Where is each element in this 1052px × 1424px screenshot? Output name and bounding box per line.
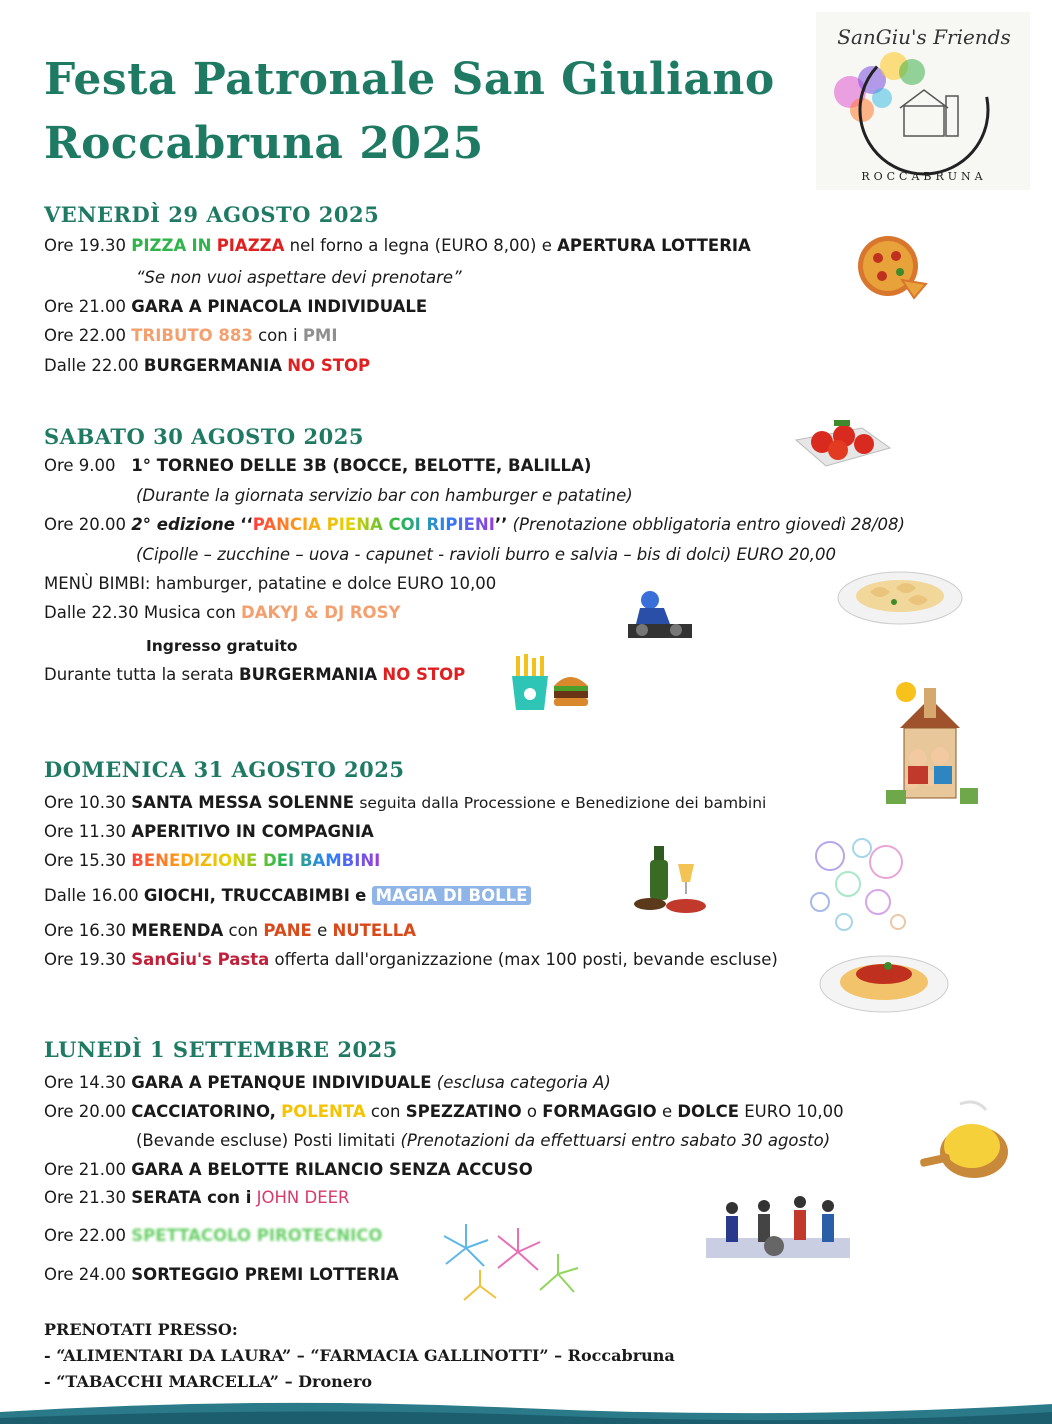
sunday-line-5: Ore 16.30 MERENDA con PANE e NUTELLA [44, 921, 416, 940]
monday-line-6: Ore 24.00 SORTEGGIO PREMI LOTTERIA [44, 1265, 399, 1284]
reservations-line-2: - “TABACCHI MARCELLA” – Dronero [44, 1372, 373, 1391]
saturday-line-4: Dalle 22.30 Musica con DAKYJ & DJ ROSY [44, 603, 401, 622]
sunday-heading: DOMENICA 31 AGOSTO 2025 [44, 757, 405, 782]
logo-script: SanGiu's Friends [837, 25, 1011, 49]
friday-line-3: Ore 22.00 TRIBUTO 883 con i PMI [44, 326, 338, 345]
sunday-line-4: Dalle 16.00 GIOCHI, TRUCCABIMBI e MAGIA DI BOLLE [44, 886, 531, 905]
friday-line-4: Dalle 22.00 BURGERMANIA NO STOP [44, 356, 371, 375]
pizza-icon [852, 232, 928, 304]
friday-line-1: Ore 19.30 PIZZA IN PIAZZA nel forno a legna (EURO 8,00) e APERTURA LOTTERIA [44, 236, 751, 255]
aperitivo-icon [628, 842, 712, 920]
monday-line-1: Ore 14.30 GARA A PETANQUE INDIVIDUALE (esclusa categoria A) [44, 1073, 611, 1092]
sunday-line-2: Ore 11.30 APERITIVO IN COMPAGNIA [44, 822, 374, 841]
sunday-line-1: Ore 10.30 SANTA MESSA SOLENNE seguita dalla Processione e Benedizione dei bambini [44, 793, 767, 812]
dj-icon [620, 586, 696, 648]
reservations-line-1: - “ALIMENTARI DA LAURA” – “FARMACIA GALLINOTTI” – Roccabruna [44, 1346, 675, 1365]
saturday-line-3: MENÙ BIMBI: hamburger, patatine e dolce EURO 10,00 [44, 574, 497, 593]
ravioli-icon [836, 566, 964, 630]
monday-line-2: Ore 20.00 CACCIATORINO, POLENTA con SPEZZATINO o FORMAGGIO e DOLCE EURO 10,00 [44, 1102, 844, 1121]
polenta-icon [916, 1096, 1012, 1192]
logo-ring-text: ROCCABRUNA [861, 170, 987, 183]
saturday-heading: SABATO 30 AGOSTO 2025 [44, 424, 364, 449]
title-line-1: Festa Patronale San Giuliano [44, 54, 775, 105]
reservations-heading: PRENOTATI PRESSO: [44, 1320, 238, 1339]
saturday-line-5: Durante tutta la serata BURGERMANIA NO STOP [44, 665, 466, 684]
friday-heading: VENERDÌ 29 AGOSTO 2025 [44, 202, 380, 227]
pasta-icon [818, 948, 950, 1020]
monday-line-4: Ore 21.30 SERATA con i JOHN DEER [44, 1188, 350, 1207]
saturday-line-2: Ore 20.00 2° edizione ‘‘PANCIA PIENA COI RIPIENI’’ (Prenotazione obbligatoria entro giovedì 28/08) [44, 515, 905, 534]
band-icon [702, 1188, 854, 1268]
saturday-note-2: (Cipolle – zucchine – uova - capunet - ravioli burro e salvia – bis di dolci) EURO 20,00 [136, 545, 836, 564]
burger-fries-icon [508, 652, 594, 718]
saturday-line-1: Ore 9.00 1° TORNEO DELLE 3B (BOCCE, BELOTTE, BALILLA) [44, 456, 592, 475]
monday-heading: LUNEDÌ 1 SETTEMBRE 2025 [44, 1037, 398, 1062]
sangius-friends-logo [816, 12, 1030, 190]
sunday-line-6: Ore 19.30 SanGiu's Pasta offerta dall'organizzazione (max 100 posti, bevande escluse) [44, 950, 778, 969]
bubbles-icon [800, 832, 912, 940]
friday-note: “Se non vuoi aspettare devi prenotare” [136, 268, 462, 287]
title-line-2: Roccabruna 2025 [44, 118, 484, 169]
monday-note-2: (Bevande escluse) Posti limitati (Prenotazioni da effettuarsi entro sabato 30 agosto) [136, 1131, 831, 1150]
monday-line-5: Ore 22.00 SPETTACOLO PIROTECNICO [44, 1226, 383, 1245]
monday-line-3: Ore 21.00 GARA A BELOTTE RILANCIO SENZA ACCUSO [44, 1160, 533, 1179]
friday-line-2: Ore 21.00 GARA A PINACOLA INDIVIDUALE [44, 297, 428, 316]
saturday-note-1: (Durante la giornata servizio bar con hamburger e patatine) [136, 486, 633, 505]
saturday-note-4: Ingresso gratuito [146, 637, 298, 655]
fireworks-icon [436, 1218, 584, 1312]
church-family-icon [878, 678, 982, 812]
bottom-wave-decoration [0, 1390, 1052, 1424]
sunday-line-3: Ore 15.30 BENEDIZIONE DEI BAMBINI [44, 851, 381, 870]
stuffed-tomatoes-icon [792, 404, 892, 476]
